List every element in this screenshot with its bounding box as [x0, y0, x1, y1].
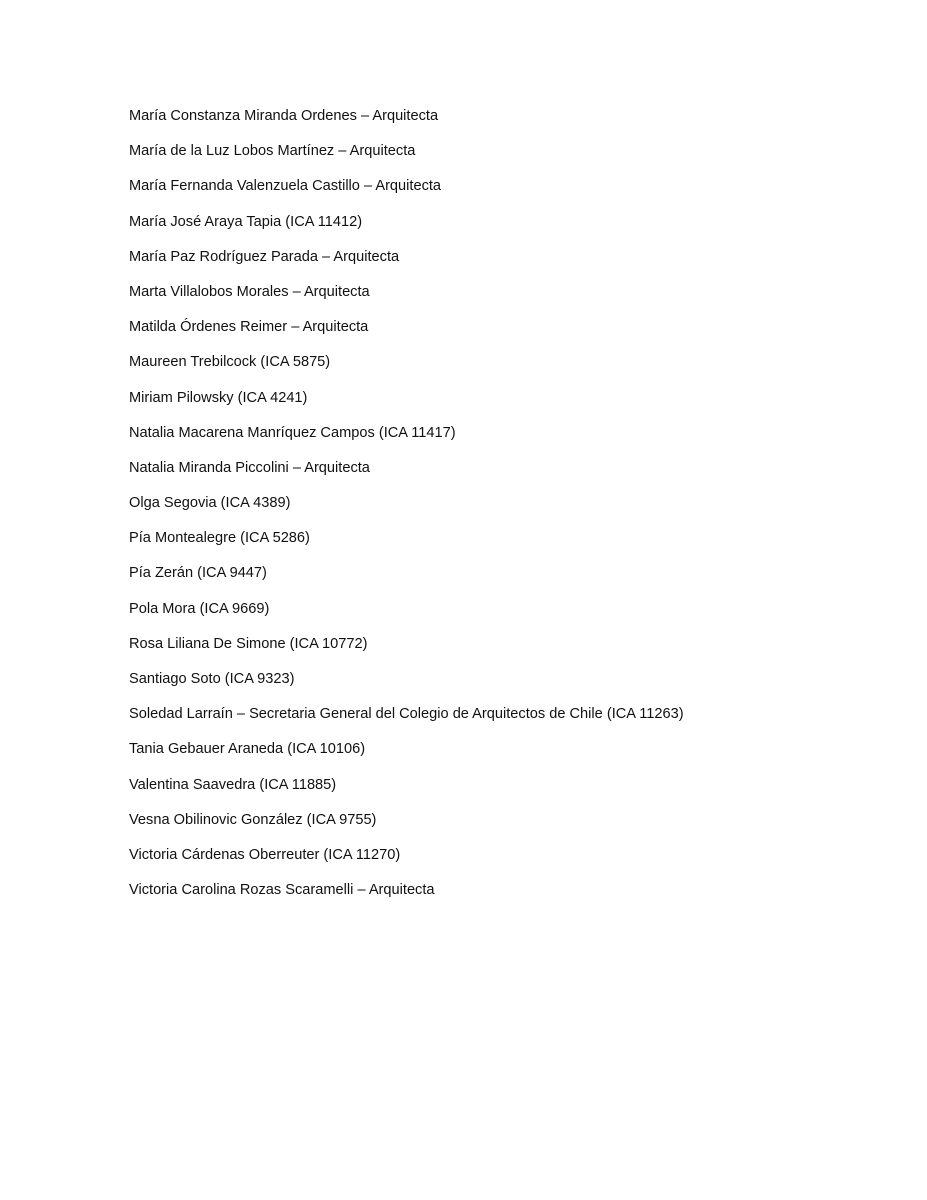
signatory-list — [129, 105, 684, 914]
list-item: Santiago Soto (ICA 9323) — [129, 671, 295, 687]
list-item: Vesna Obilinovic González (ICA 9755) — [129, 811, 377, 828]
list-item: Tania Gebauer Araneda (ICA 10106) — [129, 741, 366, 758]
list-item: Soledad Larraín – Secretaria General del Colegio de Arquitectos de Chile (ICA 11263) — [129, 706, 684, 723]
list-item: Victoria Cárdenas Oberreuter (ICA 11270) — [129, 846, 401, 863]
list-item: Pía Montealegre (ICA 5286) — [129, 530, 310, 547]
list-item: Matilda Órdenes Reimer – Arquitecta — [129, 319, 369, 336]
list-item: Natalia Macarena Manríquez Campos (ICA 11417) — [129, 424, 456, 441]
list-item: María de la Luz Lobos Martínez – Arquitecta — [129, 143, 416, 160]
list-item: Olga Segovia (ICA 4389) — [129, 495, 291, 512]
list-item: María Paz Rodríguez Parada – Arquitecta — [129, 248, 400, 265]
list-item: Natalia Miranda Piccolini – Arquitecta — [129, 459, 370, 476]
list-item: Victoria Carolina Rozas Scaramelli – Arquitecta — [129, 882, 435, 899]
list-item: Pola Mora (ICA 9669) — [129, 600, 270, 617]
list-item: Maureen Trebilcock (ICA 5875) — [129, 354, 331, 371]
list-item: Pía Zerán (ICA 9447) — [129, 565, 267, 582]
list-item: Marta Villalobos Morales – Arquitecta — [129, 283, 370, 300]
list-item: María Fernanda Valenzuela Castillo – Arquitecta — [129, 178, 442, 195]
list-item: María Constanza Miranda Ordenes – Arquitecta — [129, 108, 439, 124]
list-item: Valentina Saavedra (ICA 11885) — [129, 776, 337, 793]
list-item: Miriam Pilowsky (ICA 4241) — [129, 389, 308, 406]
list-item: Rosa Liliana De Simone (ICA 10772) — [129, 635, 368, 652]
list-item: María José Araya Tapia (ICA 11412) — [129, 213, 363, 230]
